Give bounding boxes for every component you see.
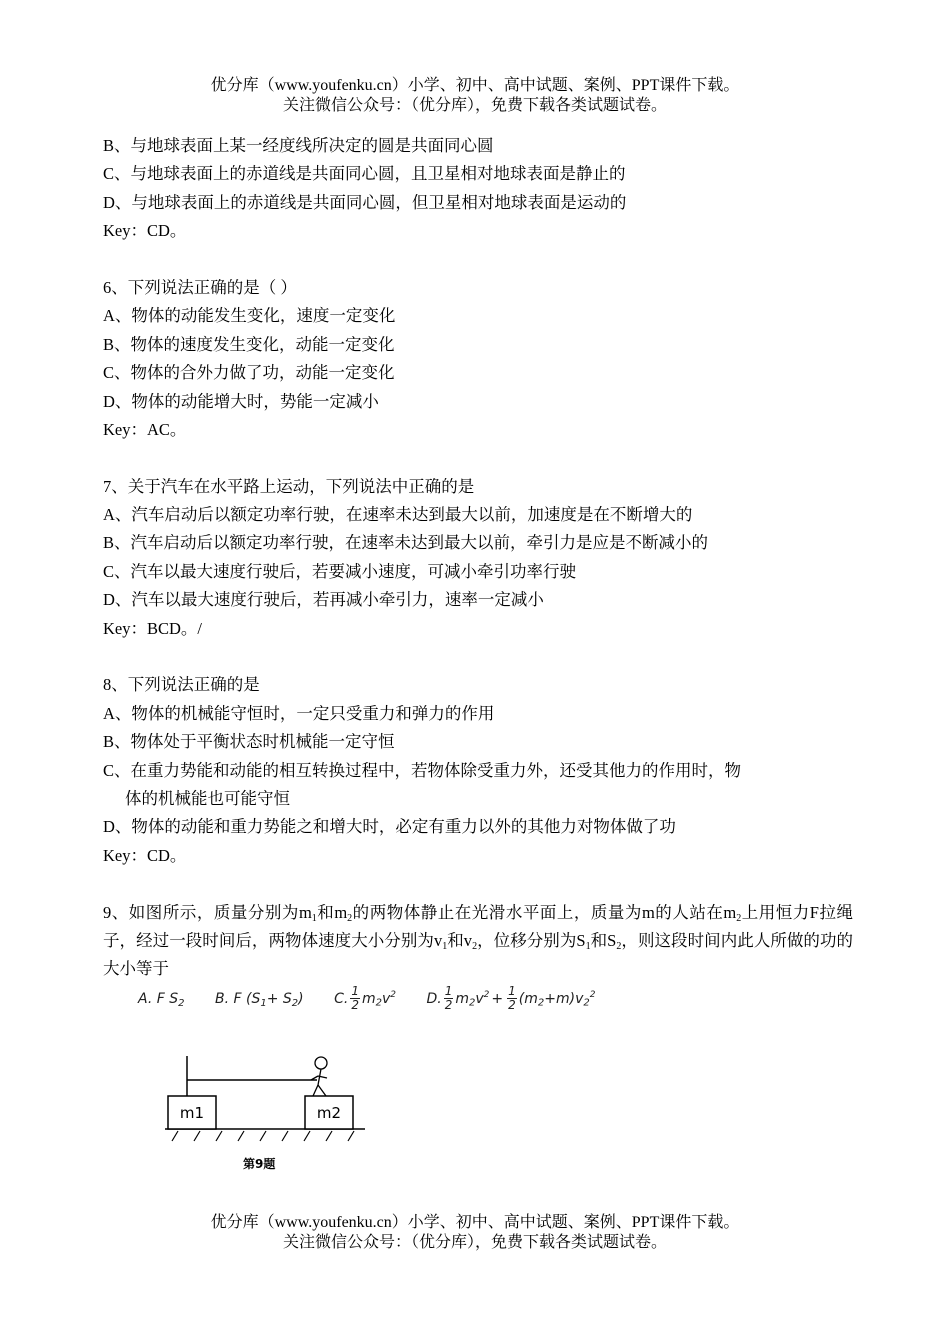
- q9-stem: 9、如图所示，质量分别为$m_1$和$m_2$的两物体静止在光滑水平面上，质量为m的人站在$m_2$上用恒力F拉绳子，经过一段时间后，两物体速度大小分别为$v_1$和$v_2$，位移分别为$S_1$和$S_2$，则这段时间内此人所做的功的大小等于: [103, 902, 854, 979]
- q6-option-a: A、物体的动能发生变化，速度一定变化: [103, 306, 396, 326]
- q6-option-b: B、物体的速度发生变化，动能一定变化: [103, 334, 395, 354]
- spacer: [103, 444, 853, 472]
- q7-stem: 7、关于汽车在水平路上运动，下列说法中正确的是: [103, 476, 475, 496]
- block-m1-label: m1: [179, 1104, 205, 1122]
- q9-option-b: B. F $(S_1+ S_2)$: [214, 990, 304, 1009]
- q8-stem: 8、下列说法正确的是: [103, 675, 260, 695]
- q5-key: Key：CD。: [103, 221, 187, 241]
- q7-option-b: B、汽车启动后以额定功率行驶，在速率未达到最大以前，牵引力是应是不断减小的: [103, 533, 709, 553]
- spacer: [103, 246, 853, 274]
- q5-option-d: D、与地球表面上的赤道线是共面同心圆，但卫星相对地球表面是运动的: [103, 192, 627, 212]
- q8-key: Key：CD。: [103, 845, 187, 865]
- header-line-2: 关注微信公众号：（优分库），免费下载各类试题试卷。: [282, 97, 667, 114]
- q6-option-c: C、物体的合外力做了功，动能一定变化: [103, 363, 395, 383]
- footer-line-1: 优分库（www.youfenku.cn）小学、初中、高中试题、案例、PPT课件下载。: [210, 1214, 740, 1231]
- q8-option-b: B、物体处于平衡状态时机械能一定守恒: [103, 732, 395, 752]
- figure-caption: 第9题: [243, 1157, 276, 1171]
- q8-option-c-line1: C、在重力势能和动能的相互转换过程中，若物体除受重力外，还受其他力的作用时，物: [103, 760, 742, 780]
- q7-option-a: A、汽车启动后以额定功率行驶，在速率未达到最大以前，加速度是在不断增大的: [103, 505, 693, 525]
- footer-line-2: 关注微信公众号：（优分库），免费下载各类试题试卷。: [282, 1234, 667, 1251]
- q7-option-d: D、汽车以最大速度行驶后，若再减小牵引力，速率一定减小: [103, 590, 544, 610]
- q9-option-d: D. $\frac{1}{2}$ $m_2v^2$ + $\frac{1}{2}$ $(m_2+m)v_2^2$: [426, 984, 596, 1012]
- q9-diagram: [130, 985, 630, 1175]
- q8-option-d: D、物体的动能和重力势能之和增大时，必定有重力以外的其他力对物体做了功: [103, 817, 676, 837]
- spacer: [103, 870, 853, 898]
- header-line-1: 优分库（www.youfenku.cn）小学、初中、高中试题、案例、PPT课件下载。: [210, 77, 740, 94]
- q9-figure: [130, 985, 630, 1175]
- ground-hatching: [172, 1131, 354, 1141]
- q6-stem: 6、下列说法正确的是（ ）: [103, 277, 297, 297]
- q5-option-b: B、与地球表面上某一经度线所决定的圆是共面同心圆: [103, 136, 494, 155]
- block-m2-label: m2: [316, 1104, 342, 1122]
- q9-option-a: A. F $S_2$: [138, 990, 185, 1009]
- q7-key: Key：BCD。/: [103, 618, 202, 638]
- q8-option-c-line2: 体的机械能也可能守恒: [125, 788, 290, 808]
- q6-key: Key：AC。: [103, 419, 187, 439]
- q9-option-c: C. $\frac{1}{2}$ $m_2v^2$: [334, 984, 396, 1012]
- q7-option-c: C、汽车以最大速度行驶后，若要减小速度，可减小牵引功率行驶: [103, 561, 577, 581]
- document-body: [103, 132, 853, 984]
- q6-option-d: D、物体的动能增大时，势能一定减小: [103, 391, 379, 411]
- spacer: [103, 643, 853, 671]
- page-footer: [0, 1213, 950, 1253]
- q8-option-a: A、物体的机械能守恒时，一定只受重力和弹力的作用: [103, 703, 495, 723]
- page-header: [0, 76, 950, 116]
- q5-option-c: C、与地球表面上的赤道线是共面同心圆，且卫星相对地球表面是静止的: [103, 164, 626, 184]
- person-icon: [311, 1057, 327, 1096]
